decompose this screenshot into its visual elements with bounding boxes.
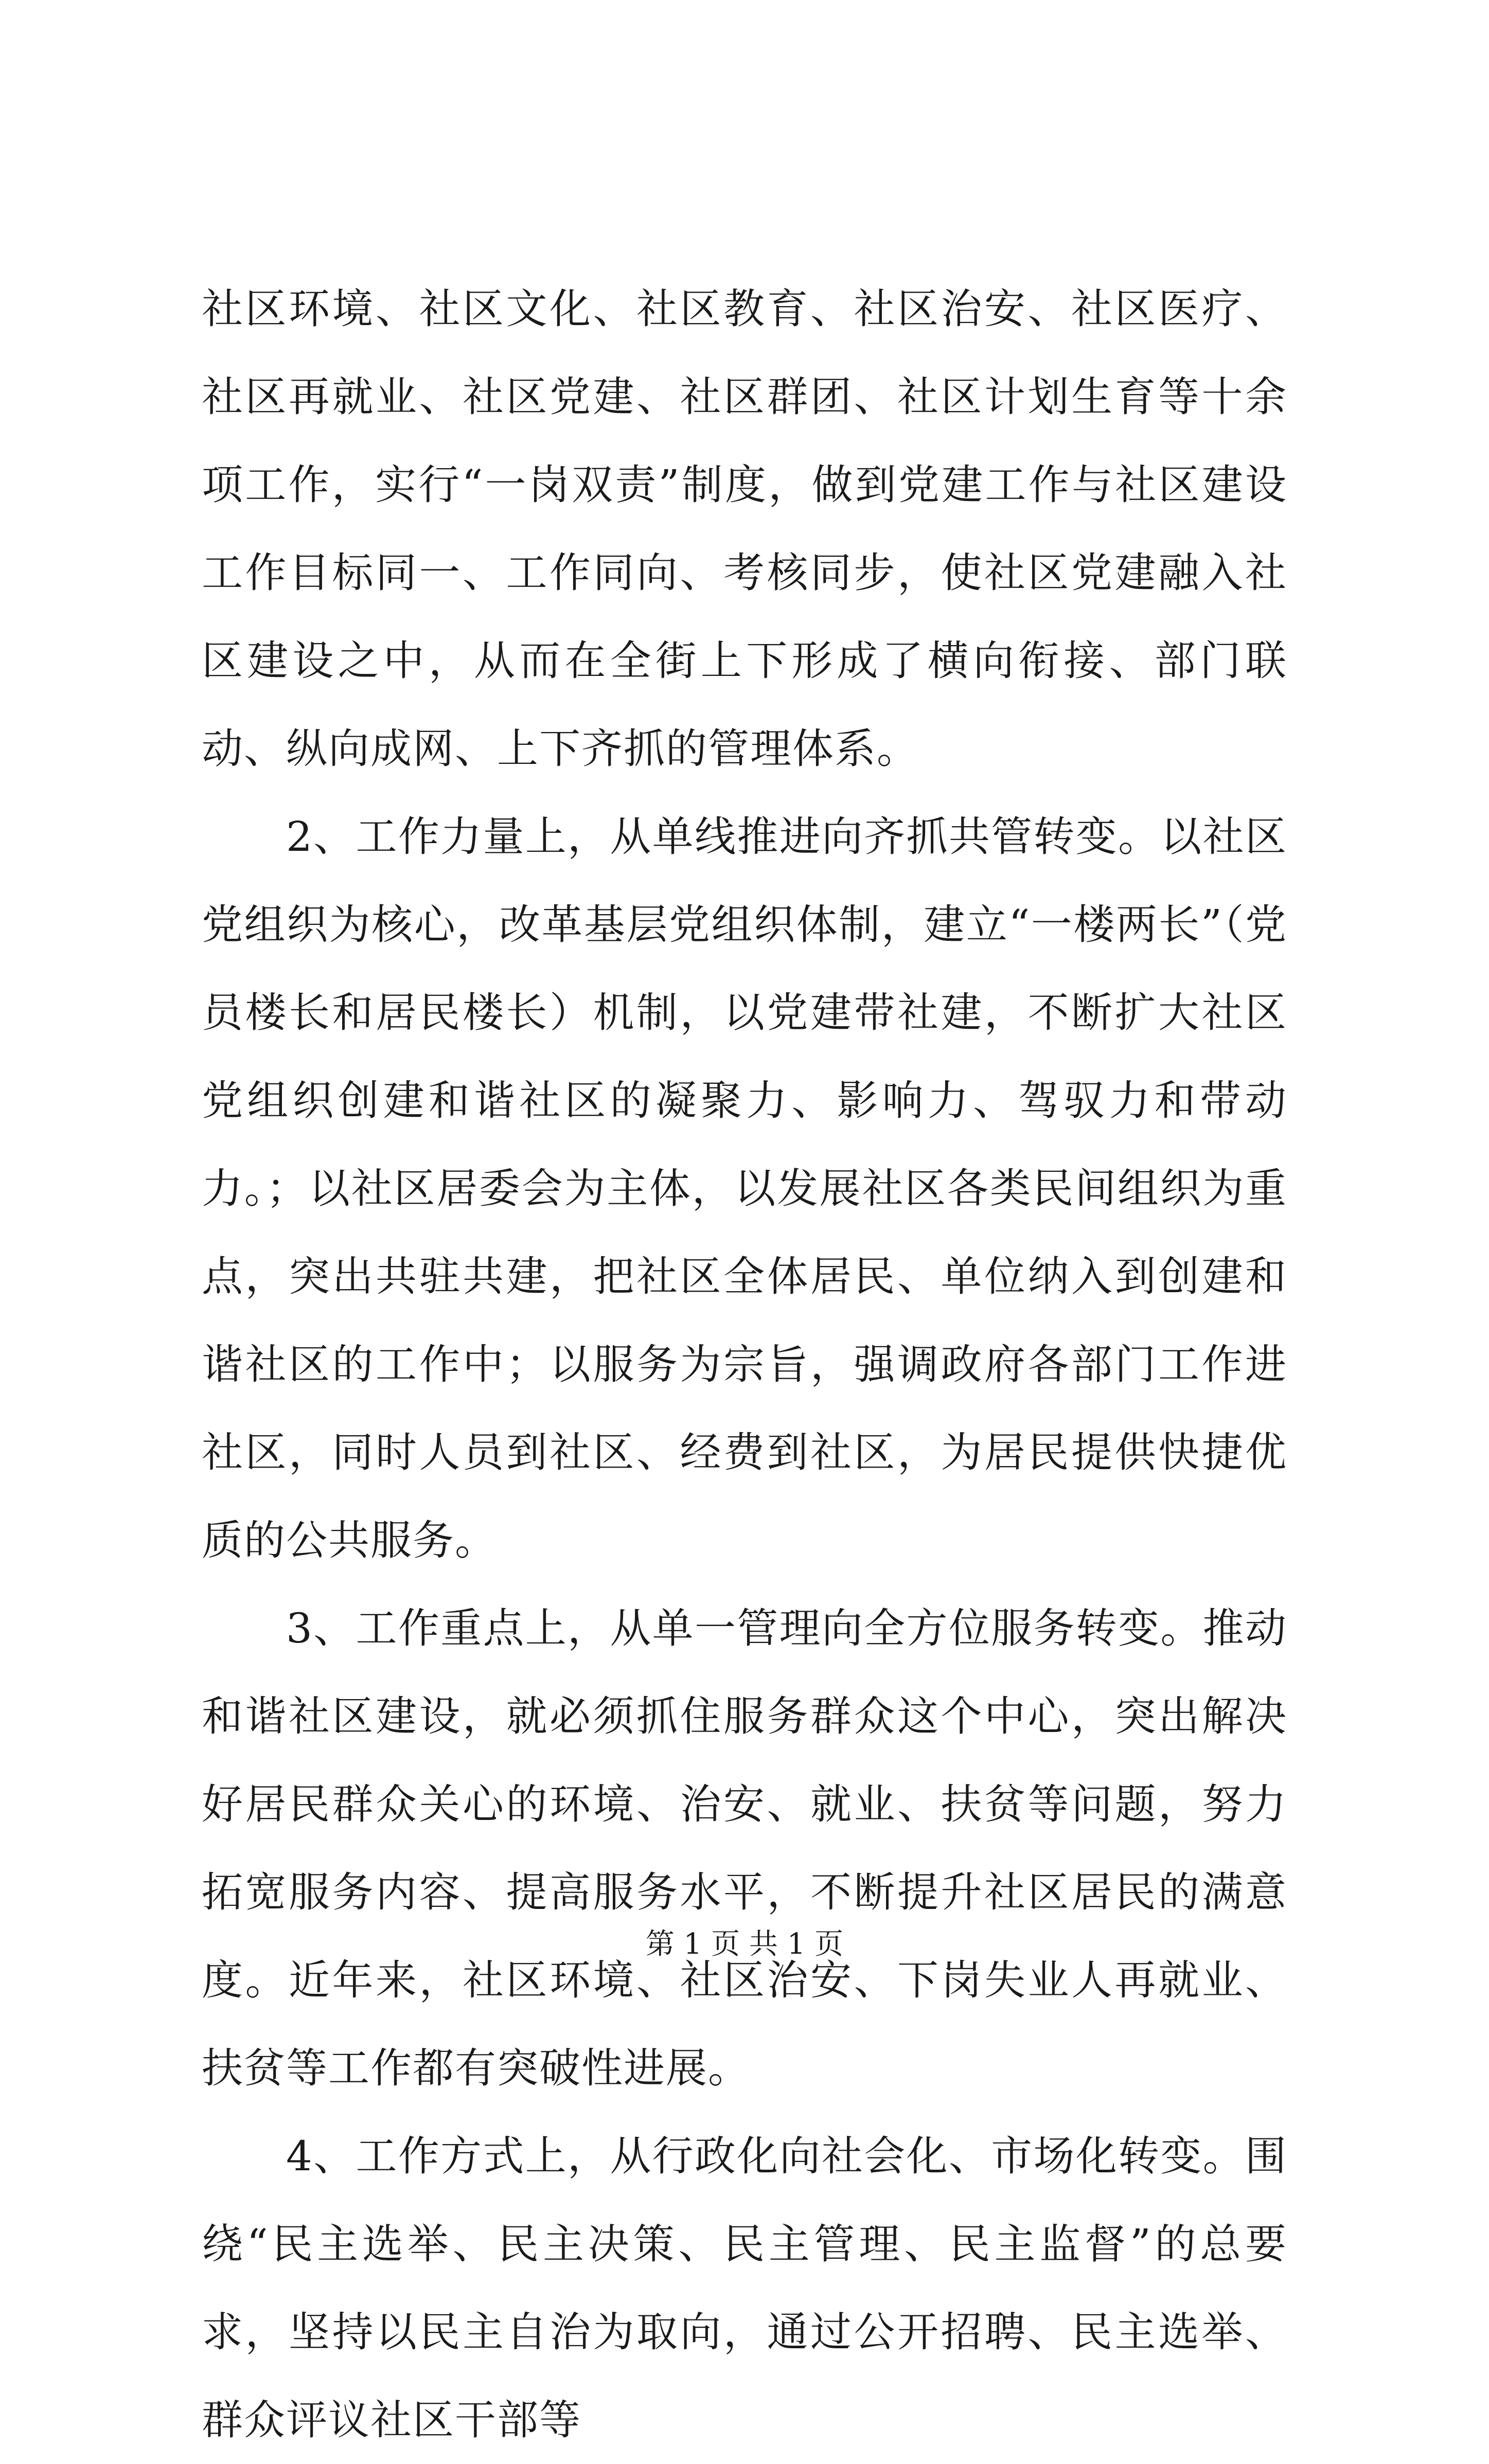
page-footer: 第 1 页 共 1 页 (645, 1927, 844, 1961)
paragraph-work-force: 2、工作力量上，从单线推进向齐抓共管转变。以社区党组织为核心，改革基层党组织体制，建立“一楼两长”（党员楼长和居民楼长）机制，以党建带社建，不断扩大社区党组织创建和谐社区的凝聚力、影响力、驾驭力和带动力。；以社区居委会为主体，以发展社区各类民间组织为重点，突出共驻共建，把社区全体居民、单位纳入到创建和谐社区的工作中；以服务为宗旨，强调政府各部门工作进社区，同时人员到社区、经费到社区，为居民提供快捷优质的公共服务。 (202, 813, 1287, 1564)
paragraph-work-focus: 3、工作重点上，从单一管理向全方位服务转变。推动和谐社区建设，就必须抓住服务群众这个中心，突出解决好居民群众关心的环境、治安、就业、扶贫等问题，努力拓宽服务内容、提高服务水平，不断提升社区居民的满意度。近年来，社区环境、社区治安、下岗失业人再就业、扶贫等工作都有突破性进展。 (202, 1604, 1287, 2092)
paragraph-work-method: 4、工作方式上，从行政化向社会化、市场化转变。围绕“民主选举、民主决策、民主管理、民主监督”的总要求，坚持以民主自治为取向，通过公开招聘、民主选举、群众评议社区干部等 (202, 2132, 1287, 2444)
paragraph-continued: 社区环境、社区文化、社区教育、社区治安、社区医疗、社区再就业、社区党建、社区群团、社区计划生育等十余项工作，实行“一岗双责”制度，做到党建工作与社区建设工作目标同一、工作同向、考核同步，使社区党建融入社区建设之中，从而在全街上下形成了横向衔接、部门联动、纵向成网、上下齐抓的管理体系。 (202, 285, 1287, 773)
document-body (202, 265, 1287, 2464)
